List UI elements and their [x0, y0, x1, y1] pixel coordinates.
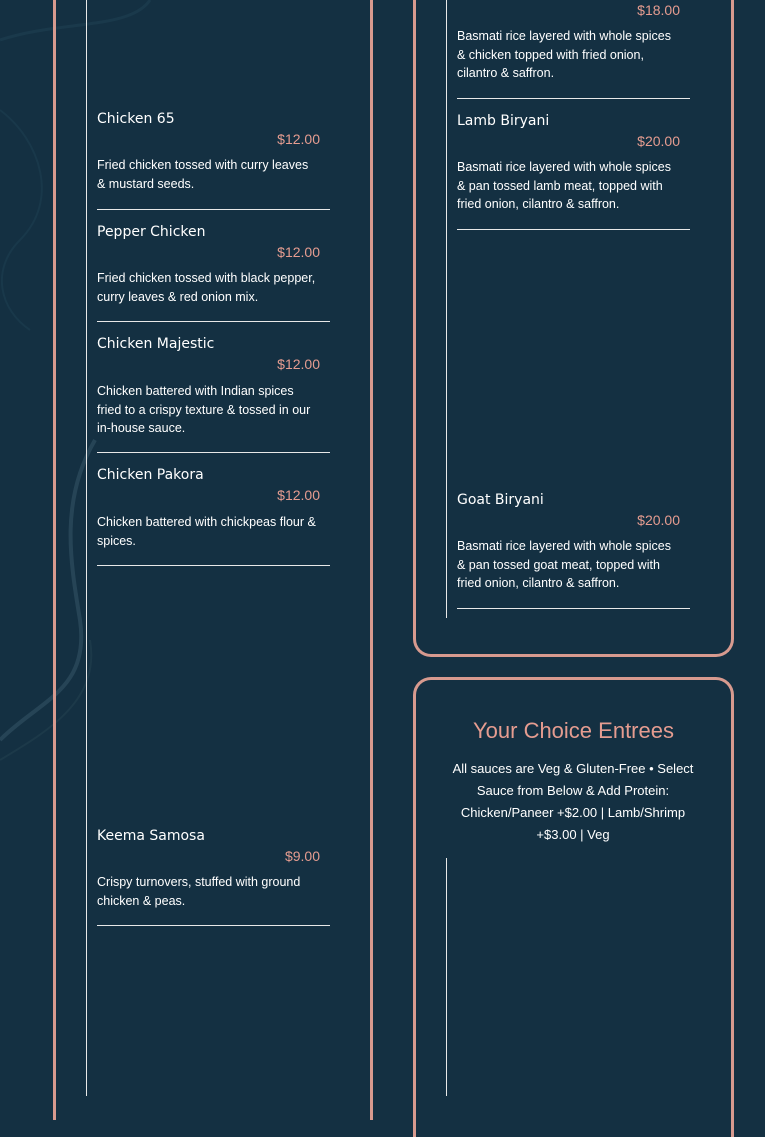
left-column-guide-line [86, 0, 87, 1096]
menu-item-price: $12.00 [277, 131, 320, 147]
menu-item-description: Chicken battered with Indian spices fried to a crispy texture & tossed in our in-house sauce. [97, 384, 311, 435]
menu-item-price: $9.00 [284, 848, 320, 864]
menu-item-description: Basmati rice layered with whole spices & pan tossed lamb meat, topped with fried onion, cilantro & saffron. [457, 160, 671, 211]
section-title: Your Choice Entrees [473, 718, 674, 743]
menu-item-description: Basmati rice layered with whole spices & pan tossed goat meat, topped with fried onion, cilantro & saffron. [457, 539, 671, 590]
menu-item-price: $20.00 [637, 512, 680, 528]
right-column-guide-line-bottom [446, 858, 447, 1096]
right-menu-panel-entrees [413, 677, 734, 1137]
menu-item-divider [97, 925, 330, 926]
menu-item-name: Chicken Pakora [97, 467, 204, 483]
menu-item-divider [97, 452, 330, 453]
menu-item-description: Fried chicken tossed with black pepper, curry leaves & red onion mix. [97, 271, 316, 304]
menu-item-name: Pepper Chicken [97, 224, 206, 240]
menu-item-divider [97, 321, 330, 322]
section-note: All sauces are Veg & Gluten-Free • Select Sauce from Below & Add Protein: Chicken/Paneer +$2.00 | Lamb/Shrimp +$3.00 | Veg [452, 761, 694, 842]
menu-item-name: Chicken 65 [97, 111, 175, 127]
menu-item-divider [97, 209, 330, 210]
menu-item-price: $12.00 [277, 356, 320, 372]
menu-item-divider [457, 229, 690, 230]
right-column-guide-line-top [446, 0, 447, 618]
menu-item-divider [97, 565, 330, 566]
menu-item-name: Chicken Majestic [97, 336, 215, 352]
menu-item-description: Chicken battered with chickpeas flour & spices. [97, 515, 316, 548]
menu-item-price: $12.00 [277, 244, 320, 260]
menu-item-price: $12.00 [277, 487, 320, 503]
menu-item-description: Basmati rice layered with whole spices & chicken topped with fried onion, cilantro & saffron. [457, 29, 671, 80]
menu-item-divider [457, 608, 690, 609]
menu-item-name: Keema Samosa [97, 828, 205, 844]
menu-item-name: Goat Biryani [457, 492, 544, 508]
menu-item-description: Crispy turnovers, stuffed with ground chicken & peas. [97, 875, 301, 908]
menu-item-name: Lamb Biryani [457, 113, 550, 129]
menu-item-price: $18.00 [637, 2, 680, 18]
menu-item-price: $20.00 [637, 133, 680, 149]
menu-item-divider [457, 98, 690, 99]
menu-item-description: Fried chicken tossed with curry leaves & mustard seeds. [97, 158, 309, 191]
